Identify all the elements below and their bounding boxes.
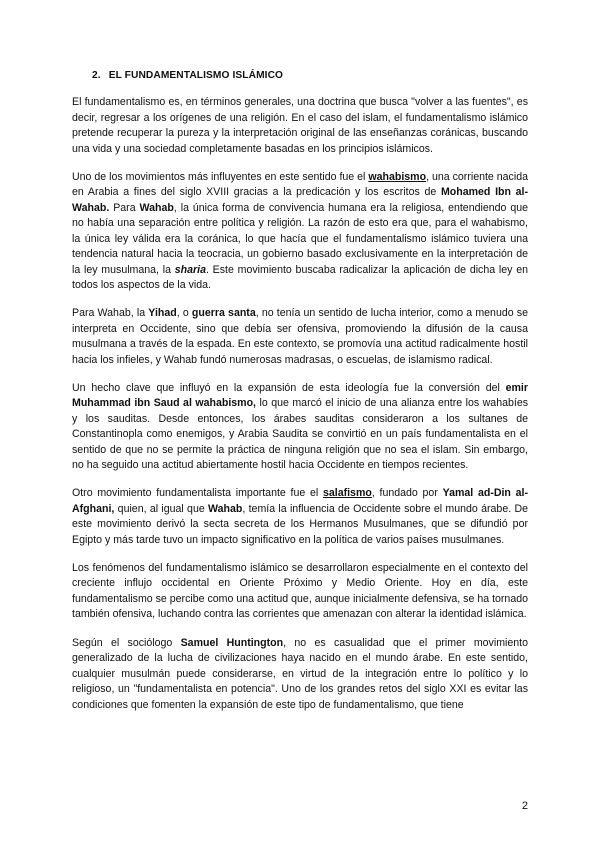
paragraph-emir — [72, 381, 528, 474]
section-number: 2. — [92, 70, 101, 81]
term-emir: emir Muhammad ibn Saud al wahabismo, — [72, 381, 528, 410]
text-run: Para Wahab, la — [72, 307, 149, 320]
paragraph-wahabismo — [72, 170, 528, 294]
text-run: Para — [109, 201, 140, 214]
text-run: Un hecho clave que influyó en la expansión de esta ideología fue la conversión del — [72, 381, 506, 394]
term-yamal: Yamal ad-Din al-Afghani, — [72, 487, 528, 515]
paragraph-huntington — [72, 636, 528, 714]
section-title: EL FUNDAMENTALISMO ISLÁMICO — [108, 70, 284, 81]
text-run: , una corriente nacida en Arabia a fines del siglo XVIII gracias a la predicación y los escritos de — [72, 170, 528, 199]
term-salafismo: salafismo — [322, 487, 372, 500]
term-founder: Mohamed Ibn al-Wahab. — [72, 186, 529, 214]
text-run: . Este movimiento buscaba radicalizar la aplicación de dicha ley en todos los aspectos de la vida. — [72, 263, 528, 292]
term-wahab: Wahab — [208, 502, 243, 515]
text-run: , fundado por — [371, 487, 443, 500]
text-run: , o — [176, 307, 192, 320]
text-run: Según el sociólogo — [72, 636, 181, 649]
term-sharia: sharia — [174, 263, 206, 276]
page-number: 2 — [521, 800, 528, 812]
term-huntington: Samuel Huntington — [180, 636, 284, 649]
text-run: quien, al igual que — [114, 502, 209, 515]
paragraph-yihad — [72, 306, 528, 368]
text-run: , no es casualidad que el primer movimiento generalizado de la lucha de civilizaciones haya nacido en el mundo árabe. En este sentido, cualquier musulmán puede considerarse, en virtud de la integración entre lo político y lo religioso, un "fundamentalista en potencia". Uno de los grandes retos del siglo XXI es evitar las condiciones que fomenten la expansión de este tipo de fundamentalismo, que tiene — [72, 636, 528, 711]
paragraph-intro: El fundamentalismo es, en términos generales, una doctrina que busca "volver a las fuentes", es decir, regresar a los orígenes de una religión. En el caso del islam, el fundamentalismo islámico pretende recuperar la pureza y la interpretación original de las enseñanzas coránicas, buscando una vida y una sociedad completamente basadas en los principios islámicos. — [72, 96, 528, 155]
section-heading — [92, 70, 528, 81]
term-guerra-santa: guerra santa — [191, 307, 256, 320]
term-wahab: Wahab — [139, 201, 174, 214]
text-run: Uno de los movimientos más influyentes en este sentido fue el — [72, 170, 369, 183]
term-yihad: Yihad — [148, 307, 177, 320]
text-run: lo que marcó el inicio de una alianza entre los wahabíes y los sauditas. Desde entonces, los árabes sauditas consideraron a los sultanes de Constantinopla como enemigos, y Arabia Saudita se convirtió en un país fundamentalista en el sentido de que no se permite la práctica de ninguna religión que no sea el islam. Sin embargo, no ha seguido una actitud abiertamente hostil hacia Occidente en tiempos recientes. — [72, 397, 529, 472]
paragraph-contexto: Los fenómenos del fundamentalismo islámico se desarrollaron especialmente en el contexto del creciente influjo occidental en Oriente Próximo y Medio Oriente. Hoy en día, este fundamentalismo se percibe como una actitud que, aunque inicialmente defensiva, se ha tornado también ofensiva, luchando contra las corrientes que amenazan con alterar la identidad islámica. — [72, 561, 528, 621]
text-run: , la única forma de convivencia humana era la religiosa, entendiendo que no había una separación entre política y religión. La razón de esto era que, para el wahabismo, la única ley válida era la coránica, lo que hacía que el fundamentalismo islámico tuviera una tendencia natural hacia la teocracia, un gobierno basado exclusivamente en la interpretación de la ley musulmana, la — [72, 201, 529, 276]
document-page — [72, 70, 528, 726]
text-run: , no tenía un sentido de lucha interior, como a menudo se interpreta en Occidente, sino que debía ser ofensiva, promoviendo la difusión de la causa musulmana a través de la espada. En este contexto, se promovía una actitud radicalmente hostil hacia los infieles, y Wahab fundó numerosas madrasas, o escuelas, de islamismo radical. — [72, 307, 528, 366]
term-wahabismo: wahabismo — [368, 170, 427, 183]
paragraph-salafismo — [72, 486, 528, 548]
text-run: Otro movimiento fundamentalista importante fue el — [72, 487, 323, 500]
text-run: , temía la influencia de Occidente sobre el mundo árabe. De este movimiento derivó la secta secreta de los Hermanos Musulmanes, que se difundió por Egipto y más tarde tuvo un impacto significativo en la política de varios países musulmanes. — [72, 502, 528, 546]
